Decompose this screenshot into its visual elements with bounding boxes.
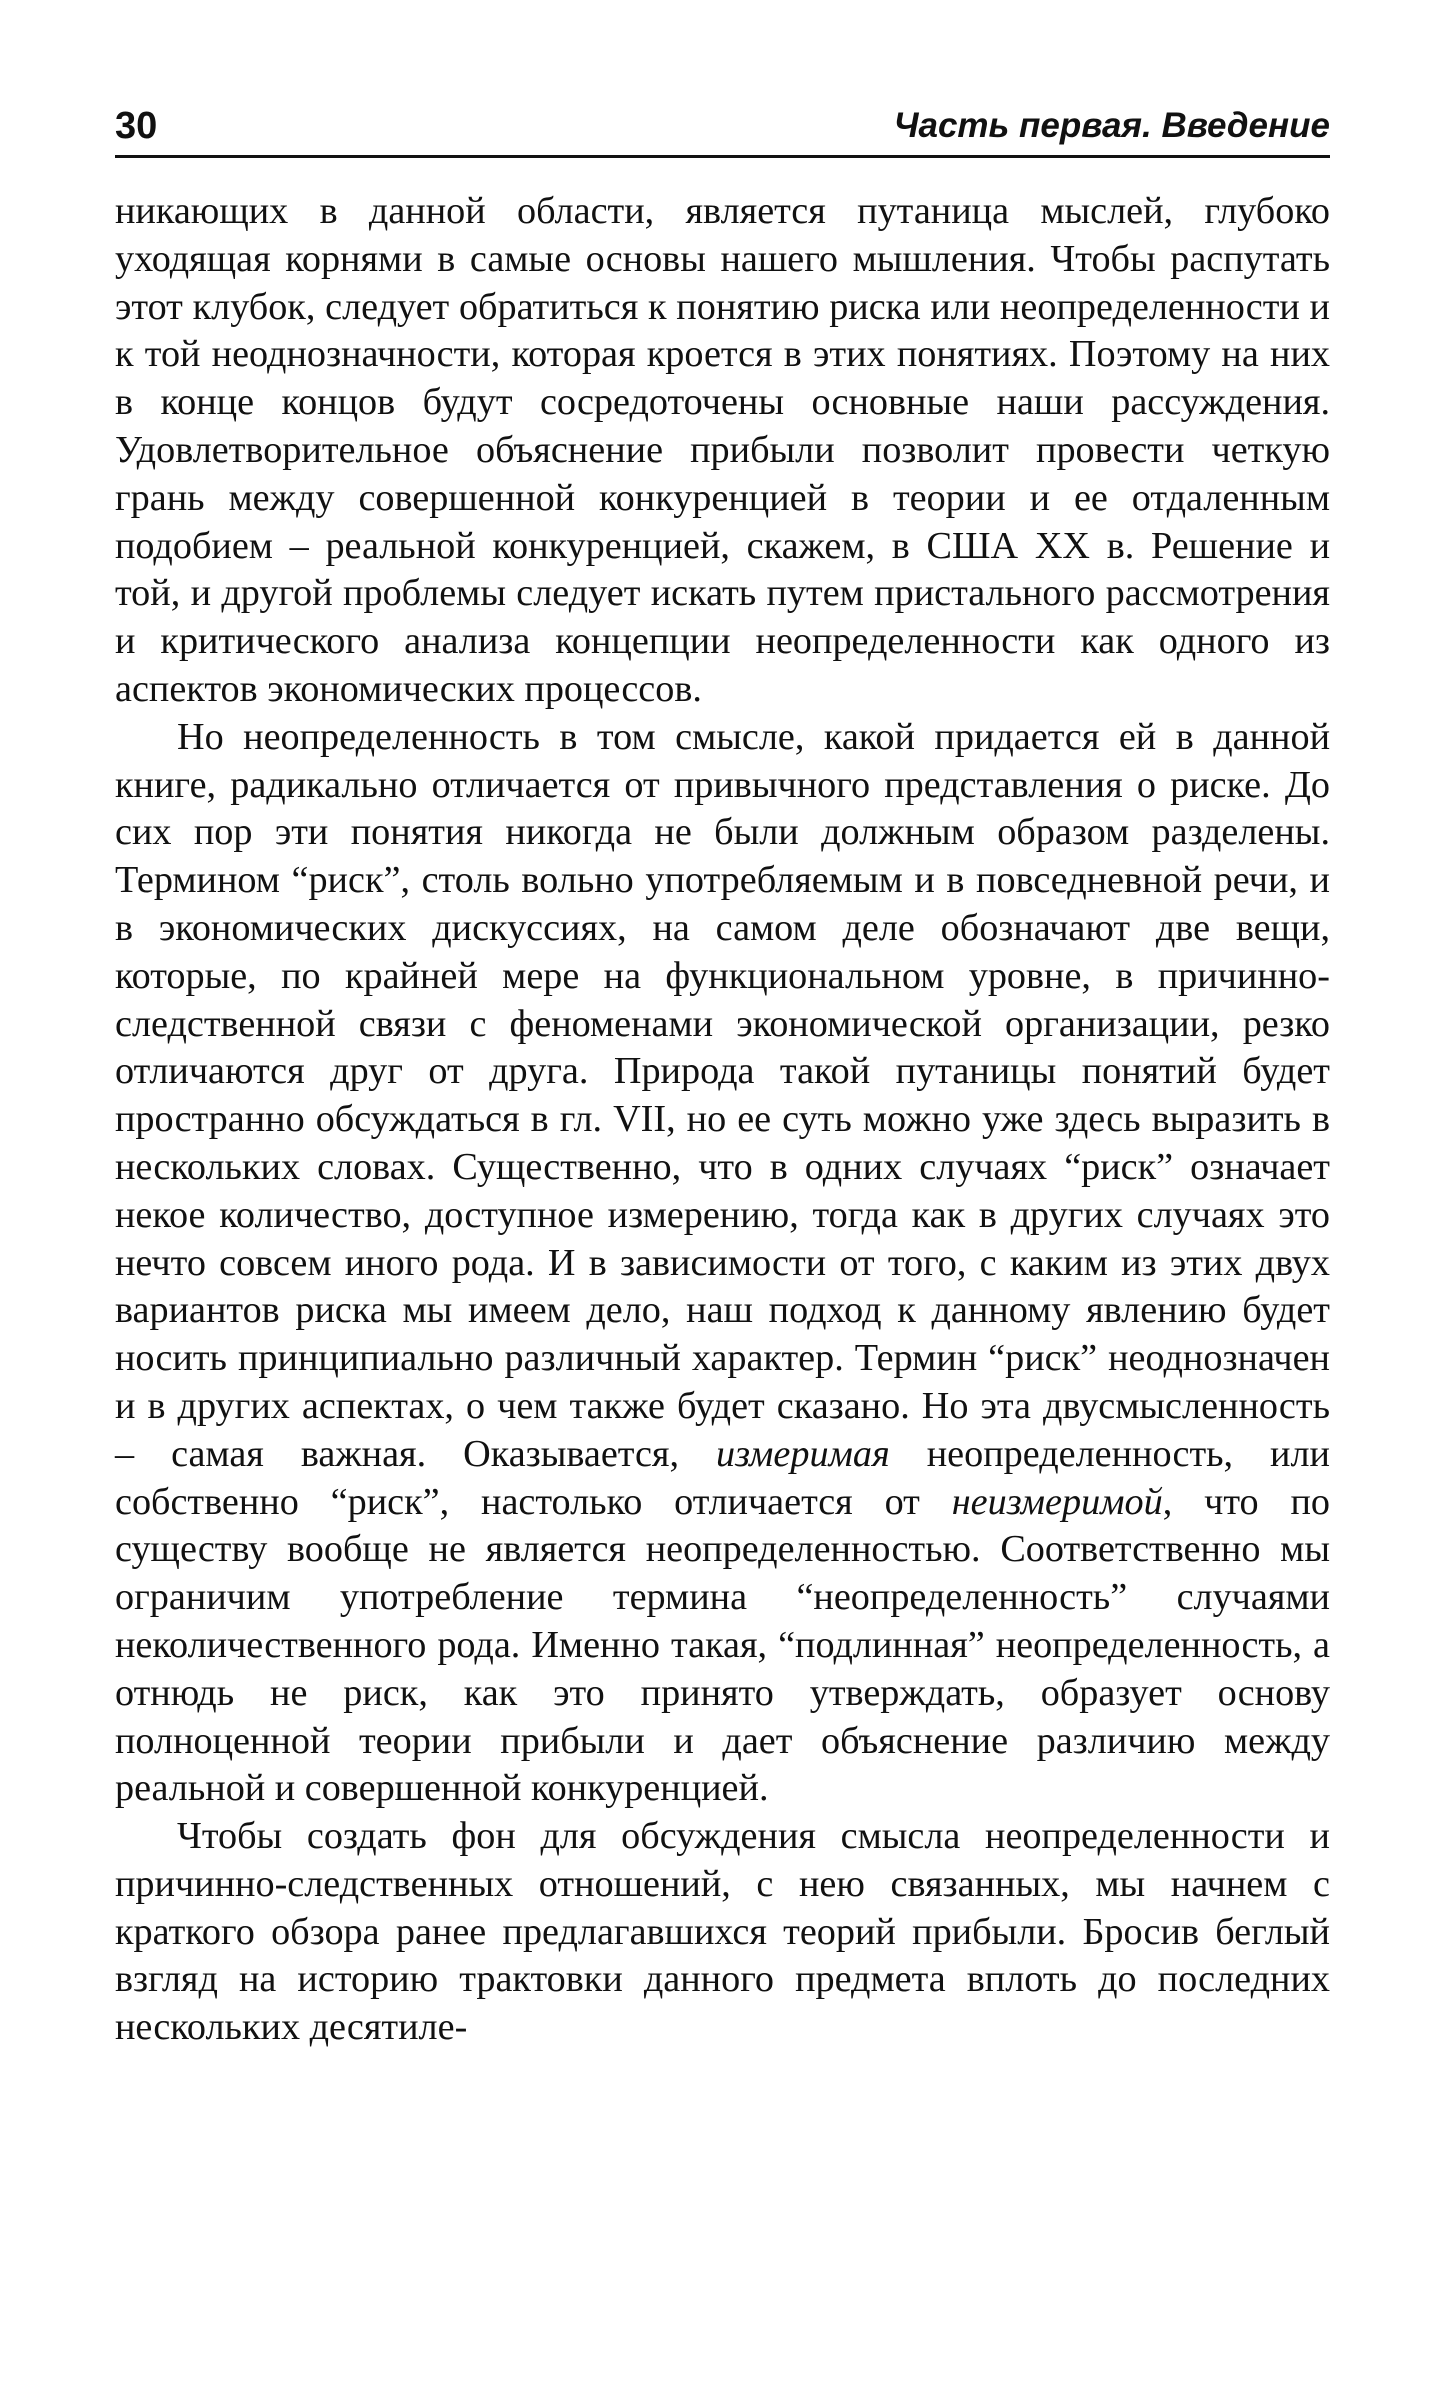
header-rule xyxy=(115,155,1330,158)
page-number: 30 xyxy=(115,105,158,147)
paragraph-2 xyxy=(115,714,1330,1813)
paragraph-3: Чтобы создать фон для обсуждения смысла неопределенности и причинно-следственных отношений, с нею связанных, мы начнем с краткого обзора ранее предлагавшихся теорий прибыли. Бросив беглый взгляд на историю трактовки данного предмета вплоть до последних нескольких десятиле- xyxy=(115,1815,1330,2049)
paragraph-2-part-2: неопределенность, или собственно “риск”, настолько отличается от xyxy=(115,1432,1330,1523)
running-head: Часть первая. Введение xyxy=(893,106,1330,145)
body-text xyxy=(115,188,1330,2052)
page-header xyxy=(115,100,1330,152)
paragraph-1: никающих в данной области, является путаница мыслей, глубоко уходящая корнями в самые основы нашего мышления. Чтобы распутать этот клубок, следует обратиться к понятию риска или неопределенности и к той неоднозначности, которая кроется в этих понятиях. Поэтому на них в конце концов будут сосредоточены основные наши рассуждения. Удовлетворительное объяснение прибыли позволит провести четкую грань между совершенной конкуренцией в теории и ее отдаленным подобием – реальной конкуренцией, скажем, в США XX в. Решение и той, и другой проблемы следует искать путем пристального рассмотрения и критического анализа концепции неопределенности как одного из аспектов экономических процессов. xyxy=(115,190,1330,710)
emphasis-unmeasurable: неизмеримой xyxy=(951,1480,1163,1523)
emphasis-measurable: измеримая xyxy=(716,1432,890,1475)
paragraph-2-part-1: Но неопределенность в том смысле, какой придается ей в данной книге, радикально отличается от привычного представления о риске. До сих пор эти понятия никогда не были должным образом разделены. Термином “риск”, столь вольно употребляемым и в повседневной речи, и в экономических дискуссиях, на самом деле обозначают две вещи, которые, по крайней мере на функциональном уровне, в причинно-следственной связи с феноменами экономической организации, резко отличаются друг от друга. Природа такой путаницы понятий будет пространно обсуждаться в гл. VII, но ее суть можно уже здесь выразить в нескольких словах. Существенно, что в одних случаях “риск” означает некое количество, доступное измерению, тогда как в других случаях это нечто совсем иного рода. И в зависимости от того, с каким из этих двух вариантов риска мы имеем дело, наш подход к данному явлению будет носить принципиально различный характер. Термин “риск” неоднозначен и в других аспектах, о чем также будет сказано. Но эта двусмысленность – самая важная. Оказывается, xyxy=(115,715,1330,1475)
paragraph-2-part-3: , что по существу вообще не является неопределенностью. Соответственно мы ограничим употребление термина “неопределенность” случаями неколичественного рода. Именно такая, “подлинная” неопределенность, а отнюдь не риск, как это принято утверждать, образует основу полноценной теории прибыли и дает объяснение различию между реальной и совершенной конкуренцией. xyxy=(115,1480,1331,1810)
